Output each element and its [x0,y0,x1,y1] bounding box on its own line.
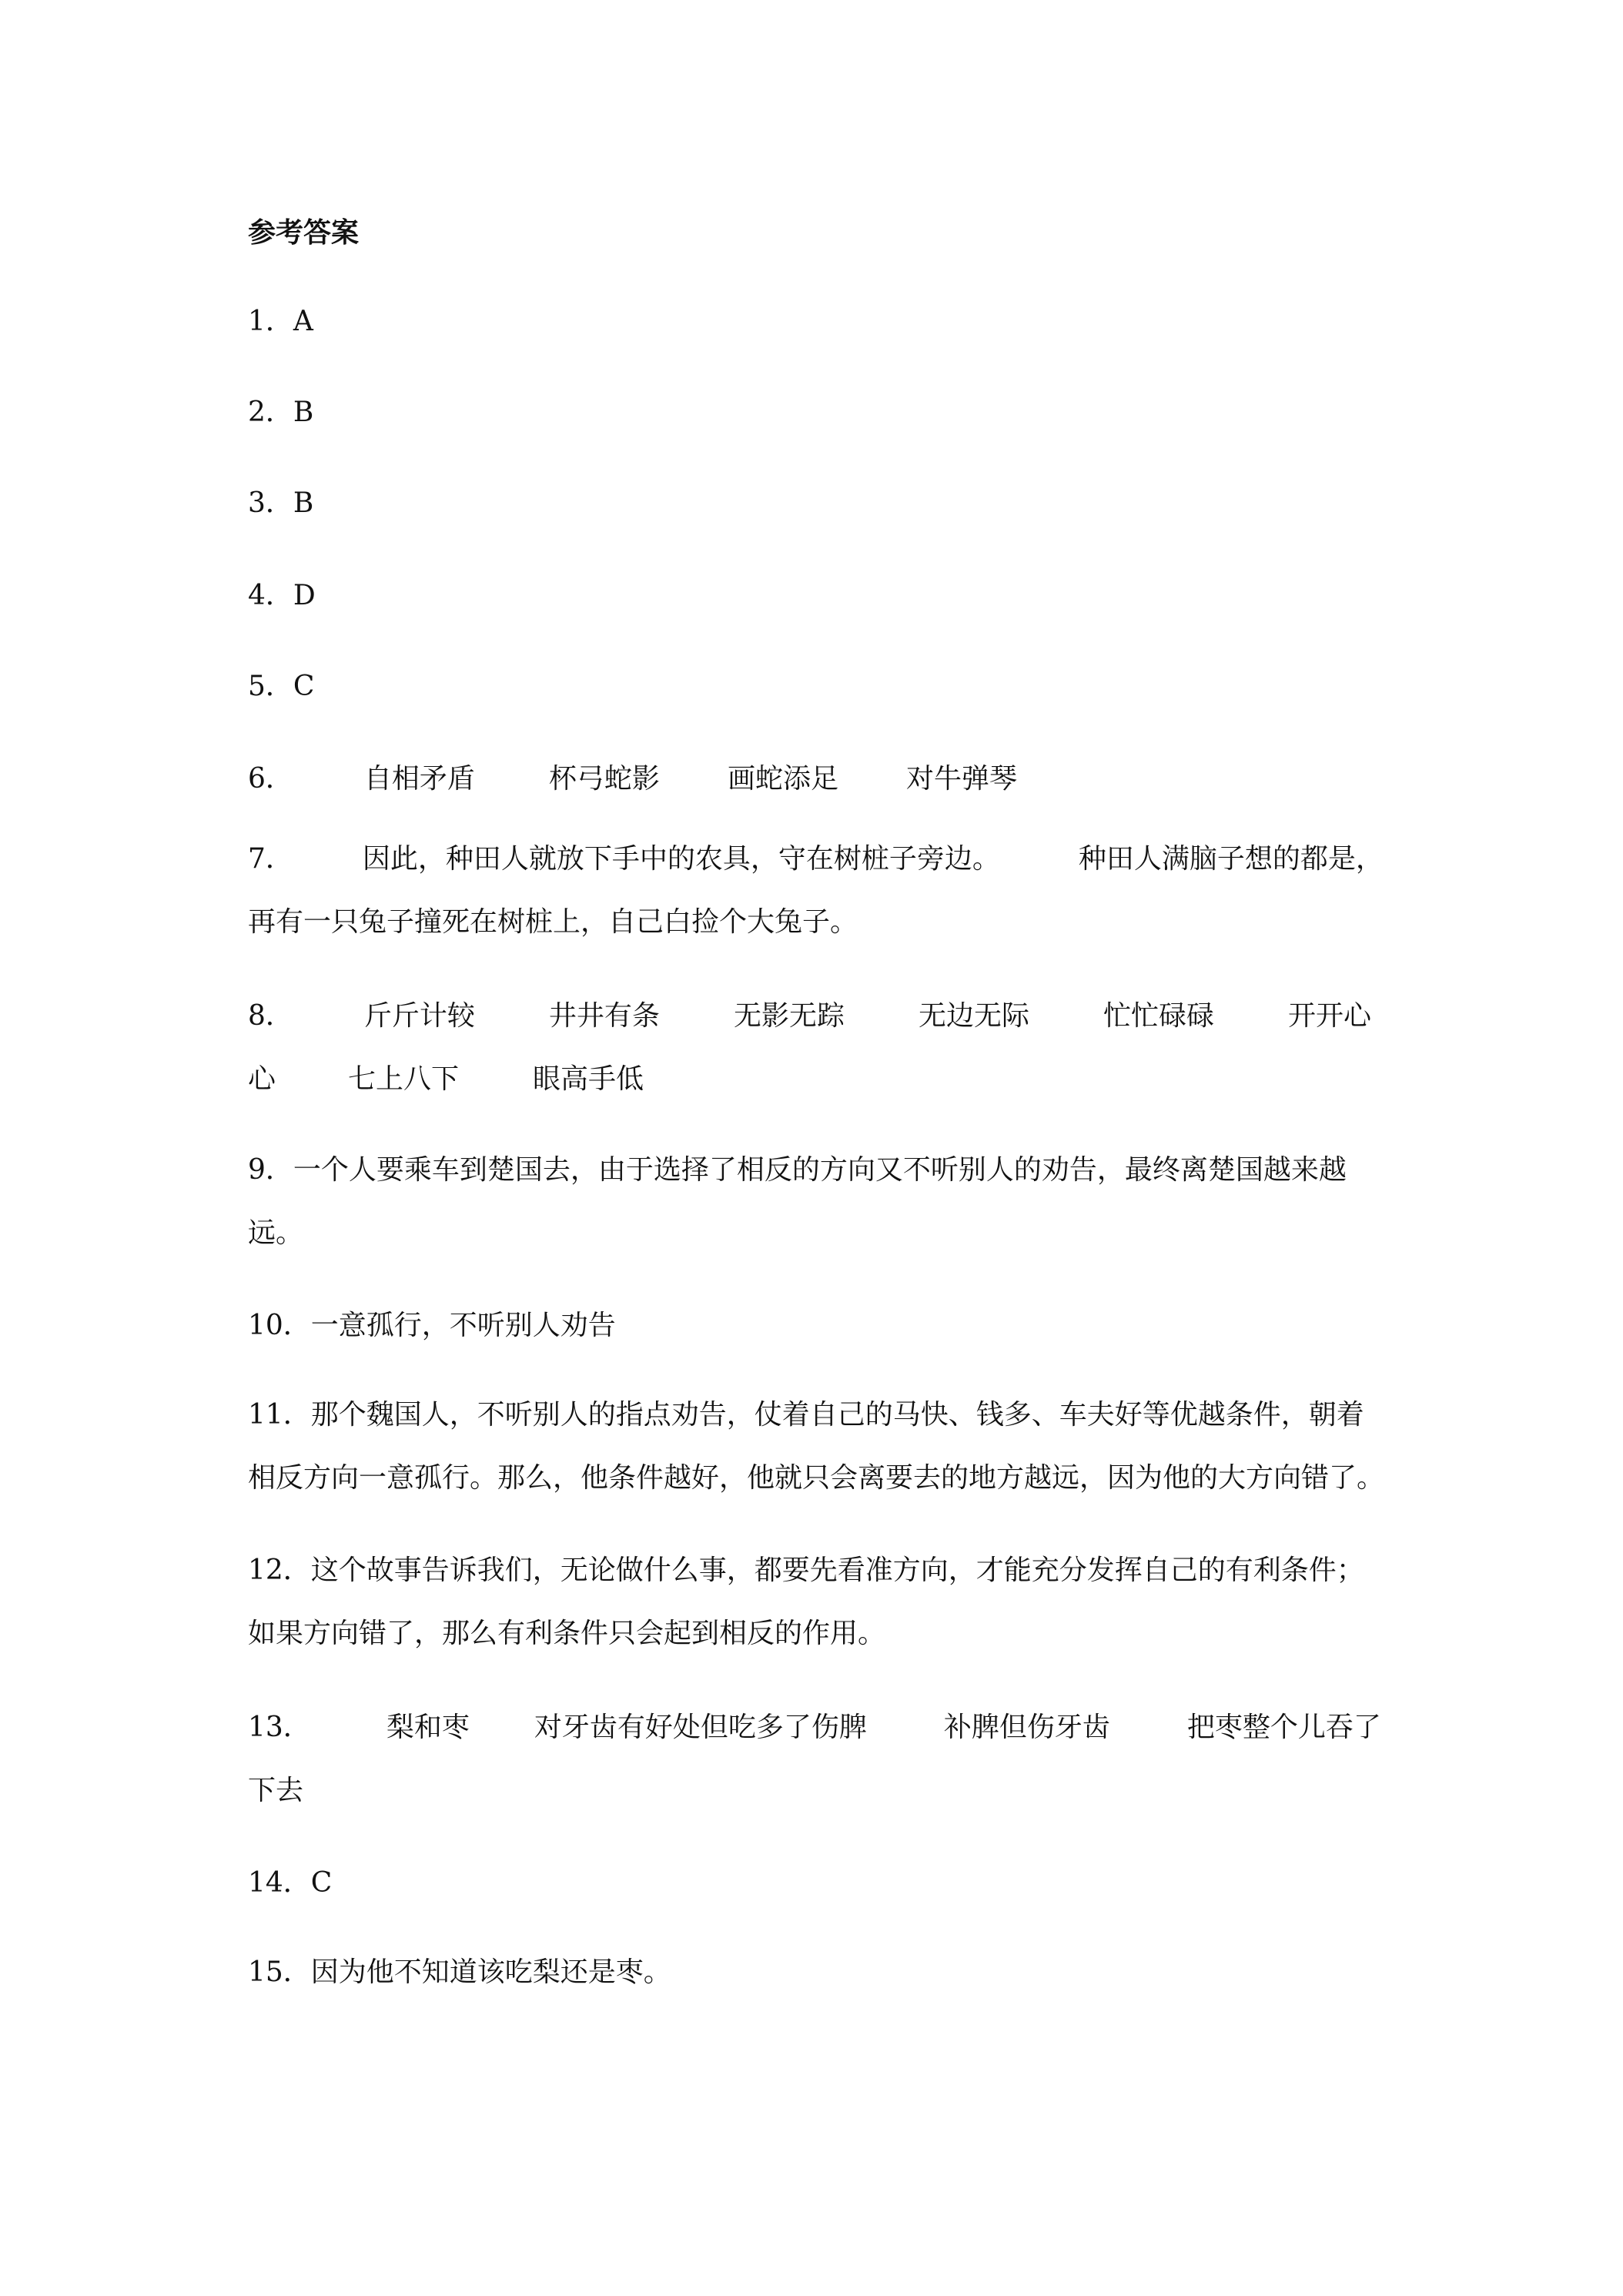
answer-13-item: 梨和枣 [386,1712,470,1743]
answer-7-number: 7． [248,843,293,875]
answer-9-line-2: 远。 [248,1217,304,1249]
answer-6 [248,762,1017,796]
answer-13-line-2: 下去 [248,1775,304,1806]
answer-12-line-2: 如果方向错了，那么有利条件只会起到相反的作用。 [248,1618,886,1649]
answer-6-number: 6． [248,763,293,795]
answer-8-item: 无边无际 [918,1000,1029,1032]
answer-7-part-1: 因此，种田人就放下手中的农具，守在树桩子旁边。 [362,843,1000,875]
answer-12-line-1: 12．这个故事告诉我们，无论做什么事，都要先看准方向，才能充分发挥自己的有利条件； [248,1555,1364,1586]
answer-7-line-1 [248,842,1384,876]
answer-8-line-1 [248,999,1371,1033]
answer-2: 2．B [248,397,314,428]
answer-10: 10．一意孤行，不听别人劝告 [248,1310,616,1341]
answer-1: 1．A [248,306,313,337]
answer-8-item: 斤斤计较 [363,1000,475,1032]
answer-6-item: 杯弓蛇影 [548,763,660,795]
answer-11-line-1: 11．那个魏国人，不听别人的指点劝告，仗着自己的马快、钱多、车夫好等优越条件，朝着 [248,1399,1364,1431]
answer-6-item: 画蛇添足 [727,763,838,795]
answer-13-item: 对牙齿有好处但吃多了伤脾 [534,1712,867,1743]
answer-5: 5．C [248,671,315,702]
page-title: 参考答案 [248,216,360,249]
answer-13-line-1 [248,1711,1381,1745]
answer-8-item: 眼高手低 [533,1063,644,1095]
answer-13-item: 补脾但伤牙齿 [943,1712,1110,1743]
answer-13-item: 把枣整个儿吞了 [1186,1712,1381,1743]
answer-13-number: 13． [248,1712,311,1743]
answer-8-item: 开开心 [1287,1000,1371,1032]
answer-8-item: 井井有条 [548,1000,660,1032]
answer-14: 14．C [248,1867,333,1899]
answer-7-part-2: 种田人满脑子想的都是， [1078,843,1384,875]
answer-6-item: 自相矛盾 [363,763,475,795]
answer-4: 4．D [248,580,316,611]
answer-11-line-2: 相反方向一意孤行。那么，他条件越好，他就只会离要去的地方越远，因为他的大方向错了。 [248,1462,1385,1494]
answer-8-item: 无影无踪 [733,1000,845,1032]
answer-8-number: 8． [248,1000,293,1032]
answer-9-line-1: 9．一个人要乘车到楚国去，由于选择了相反的方向又不听别人的劝告，最终离楚国越来越 [248,1154,1347,1186]
answer-6-item: 对牛弹琴 [905,763,1017,795]
answer-8-item: 七上八下 [348,1063,460,1095]
answer-7-line-2: 再有一只兔子撞死在树桩上，自己白捡个大兔子。 [248,906,858,938]
answer-8-item: 忙忙碌碌 [1103,1000,1214,1032]
answer-3: 3．B [248,487,314,519]
answer-15: 15．因为他不知道该吃梨还是枣。 [248,1956,671,1988]
answer-8-item: 心 [248,1063,276,1095]
answer-8-line-2 [248,1063,644,1096]
